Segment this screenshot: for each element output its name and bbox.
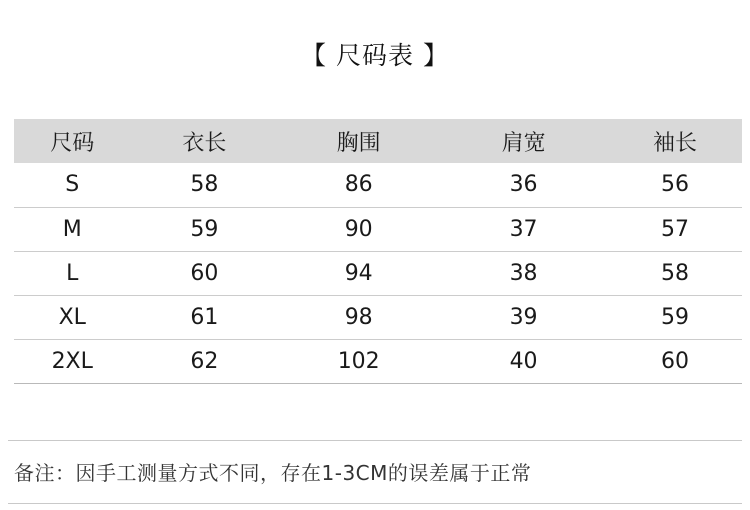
shoulder-cell: 39	[439, 295, 608, 339]
header-cell-size: 尺码	[14, 119, 130, 163]
note-text: 备注：因手工测量方式不同，存在1-3CM的误差属于正常	[14, 461, 532, 485]
header-cell-bust: 胸围	[278, 119, 439, 163]
size-cell: L	[14, 251, 130, 295]
table-row-l	[14, 251, 742, 295]
length-cell: 61	[130, 295, 278, 339]
size-table	[14, 119, 742, 384]
table-header-row	[14, 119, 742, 163]
size-cell: M	[14, 207, 130, 251]
shoulder-cell: 40	[439, 339, 608, 383]
sleeve-cell: 60	[608, 339, 742, 383]
sleeve-cell: 57	[608, 207, 742, 251]
table-row-s	[14, 163, 742, 207]
shoulder-cell: 38	[439, 251, 608, 295]
page-title: 【 尺码表 】	[301, 41, 449, 70]
sleeve-cell: 59	[608, 295, 742, 339]
size-cell: S	[14, 163, 130, 207]
size-cell: XL	[14, 295, 130, 339]
header-cell-sleeve: 袖长	[608, 119, 742, 163]
length-cell: 62	[130, 339, 278, 383]
bust-cell: 98	[278, 295, 439, 339]
table-row-2xl	[14, 339, 742, 383]
note-section	[8, 440, 742, 504]
bust-cell: 90	[278, 207, 439, 251]
header-cell-shoulder: 肩宽	[439, 119, 608, 163]
length-cell: 60	[130, 251, 278, 295]
sleeve-cell: 56	[608, 163, 742, 207]
table-row-m	[14, 207, 742, 251]
table-row-xl	[14, 295, 742, 339]
shoulder-cell: 36	[439, 163, 608, 207]
size-cell: 2XL	[14, 339, 130, 383]
bust-cell: 94	[278, 251, 439, 295]
sleeve-cell: 58	[608, 251, 742, 295]
length-cell: 58	[130, 163, 278, 207]
bust-cell: 102	[278, 339, 439, 383]
header-cell-length: 衣长	[130, 119, 278, 163]
length-cell: 59	[130, 207, 278, 251]
bust-cell: 86	[278, 163, 439, 207]
shoulder-cell: 37	[439, 207, 608, 251]
